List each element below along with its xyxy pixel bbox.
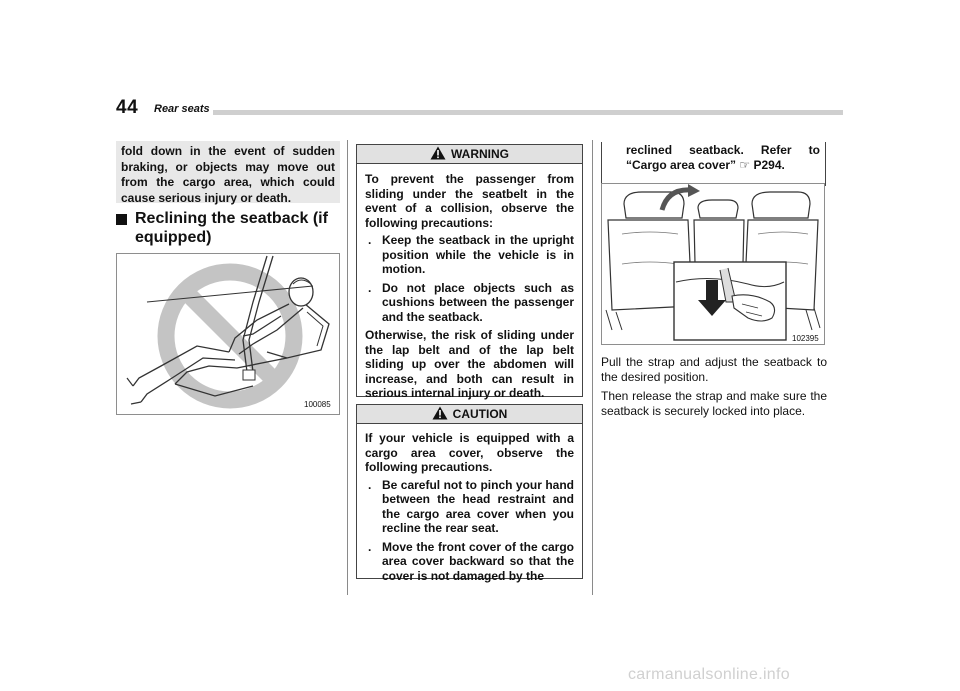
warning-triangle-icon: [432, 406, 448, 426]
caution-intro: If your vehicle is equipped with a cargo area cover, observe the following precautions.: [365, 431, 574, 474]
watermark: carmanualsonline.info: [628, 666, 790, 683]
caution-title: CAUTION: [452, 407, 508, 421]
reclined-passenger-drawing: [117, 254, 339, 414]
warning-triangle-icon: [430, 146, 446, 166]
section-title: Rear seats: [154, 103, 210, 115]
caution-continued-text: reclined seatback. Refer to “Cargo area cover” ☞ P294.: [626, 143, 820, 172]
caution-bullet-text: Be careful not to pinch your hand between the head restraint and the cargo area cover when you recline the rear seat.: [382, 477, 574, 535]
header-rule: [213, 110, 843, 115]
body-paragraph: Then release the strap and make sure the seatback is securely locked into place.: [601, 388, 827, 419]
caution-continued-box: [601, 142, 826, 186]
bullet-glyph: .: [368, 539, 372, 554]
caution-bullet: [365, 540, 574, 584]
caution-body: [356, 424, 583, 583]
caution-bullet: [365, 478, 574, 536]
reclined-passenger-prohibited-illustration: [116, 253, 340, 415]
bullet-glyph: .: [368, 280, 372, 295]
black-square-icon: [116, 214, 127, 225]
page-number: 44: [116, 97, 139, 118]
section-heading: Reclining the seatback (if equipped): [135, 210, 328, 246]
column-divider: [347, 140, 348, 595]
warning-bullet-text: Keep the seatback in the upright position while the vehicle is in motion.: [382, 233, 574, 276]
warning-outro: Otherwise, the risk of sliding under the lap belt and of the lap belt sliding up over the abdomen will increase, and both can result in serious internal injury or death.: [365, 328, 574, 400]
bullet-glyph: .: [368, 477, 372, 492]
bullet-glyph: .: [368, 233, 372, 247]
warning-body: [356, 164, 583, 400]
warning-bullet: [365, 233, 574, 277]
warning-intro: To prevent the passenger from sliding under the seatbelt in the event of a collision, observe the following precautions:: [365, 172, 574, 230]
body-text: [601, 355, 827, 423]
column-divider: [592, 140, 593, 595]
figure-number: 100085: [304, 400, 331, 409]
body-paragraph: Pull the strap and adjust the seatback to the desired position.: [601, 355, 827, 385]
warning-title: WARNING: [451, 147, 509, 161]
intro-text: fold down in the event of sudden braking, or objects may move out from the cargo area, which could cause serious injury or death.: [121, 144, 335, 205]
caution-header: [356, 404, 583, 424]
warning-header: [356, 144, 583, 164]
caution-bullet-text: Move the front cover of the cargo area cover backward so that the cover is not damaged by the: [382, 539, 574, 583]
seatback-strap-drawing: [602, 184, 824, 344]
seatback-strap-illustration: [601, 183, 825, 345]
warning-bullet-text: Do not place objects such as cushions between the passenger and the seatback.: [382, 280, 574, 324]
figure-number: 102395: [792, 334, 819, 343]
warning-bullet: [365, 281, 574, 325]
